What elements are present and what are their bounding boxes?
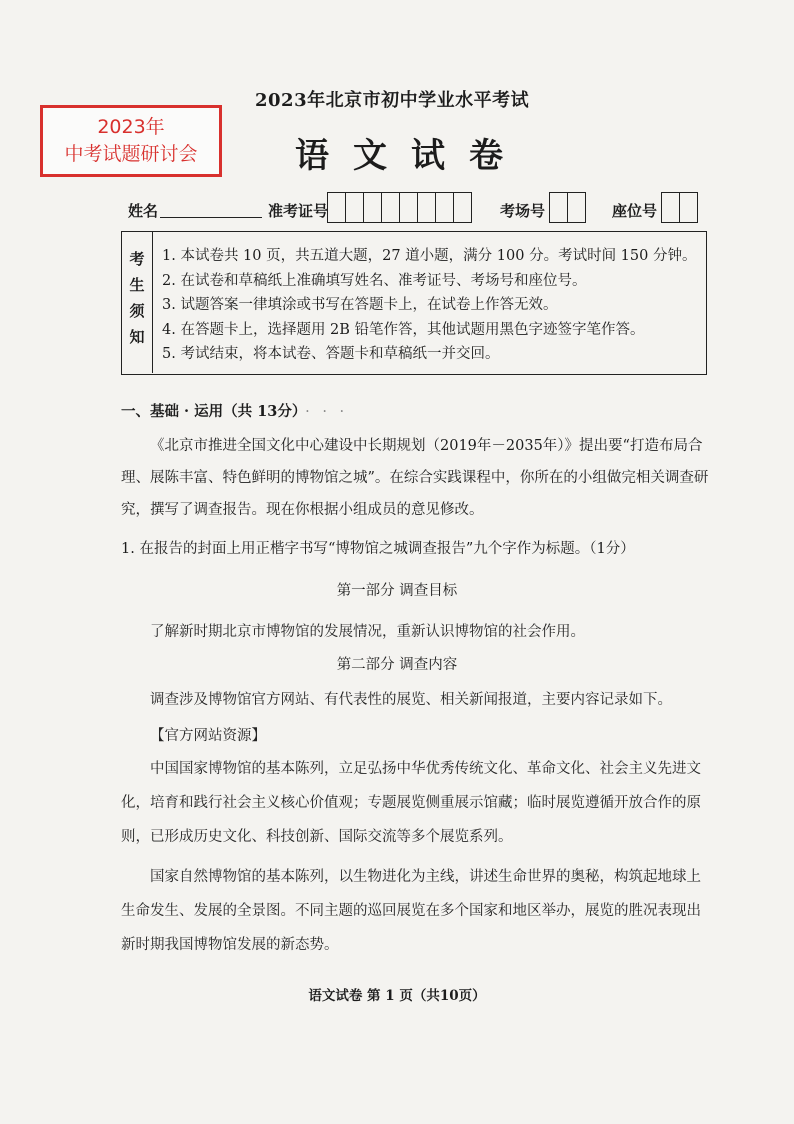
name-label: 姓名 <box>128 202 159 220</box>
museum-text-2: 国家自然博物馆的基本陈列，以生物进化为主线，讲述生命世界的奥秘，构筑起地球上生命发生、发展的全景图。不同主题的巡回展览在多个国家和地区举办，展览的胜况表现出新时期我国博物馆发展的新态势。 <box>121 869 701 953</box>
part1-heading: 第一部分 调查目标 <box>336 583 458 599</box>
notice-item: 4. 在答题卡上，选择题用 2B 铅笔作答，其他试题用黑色字迹签字笔作答。 <box>162 321 645 338</box>
stamp-year: 2023年 <box>97 116 165 138</box>
watermark-stamp <box>40 105 222 177</box>
museum-paragraph-2 <box>121 860 713 962</box>
exam-title: 2023年北京市初中学业水平考试 <box>255 90 530 111</box>
museum-paragraph-1 <box>121 752 713 854</box>
museum-text-1: 中国国家博物馆的基本陈列，立足弘扬中华优秀传统文化、革命文化、社会主义先进文化，培育和践行社会主义核心价值观；专题展览侧重展示馆藏；临时展览遵循开放合作的原则，已形成历史文化、科技创新、国际交流等多个展览系列。 <box>121 761 701 845</box>
intro-paragraph <box>121 430 711 526</box>
page-footer: 语文试卷 第 1 页（共10页） <box>308 988 486 1004</box>
question-1: 1. 在报告的封面上用正楷字书写“博物馆之城调查报告”九个字作为标题。（1分） <box>121 541 635 557</box>
side-char: 知 <box>129 328 145 346</box>
notice-items <box>162 244 697 367</box>
room-no-boxes[interactable] <box>549 192 585 223</box>
exam-no-label: 准考证号 <box>268 202 329 220</box>
part2-intro: 调查涉及博物馆官方网站、有代表性的展览、相关新闻报道，主要内容记录如下。 <box>150 692 672 708</box>
seat-no-boxes[interactable] <box>661 192 697 223</box>
side-char: 须 <box>129 302 145 320</box>
part2-heading: 第二部分 调查内容 <box>336 657 458 673</box>
notice-item: 5. 考试结束，将本试卷、答题卡和草稿纸一并交回。 <box>162 346 500 362</box>
stamp-label: 中考试题研讨会 <box>64 143 198 165</box>
section-dots: · · · <box>305 404 349 420</box>
section-heading <box>121 400 348 421</box>
exam-no-boxes[interactable] <box>327 192 471 223</box>
notice-item: 2. 在试卷和草稿纸上准确填写姓名、准考证号、考场号和座位号。 <box>162 272 587 289</box>
notice-side-label <box>122 232 153 373</box>
candidate-info-row <box>128 192 708 224</box>
side-char: 生 <box>129 276 145 294</box>
intro-text: 《北京市推进全国文化中心建设中长期规划（2019年－2035年）》提出要“打造布局合理、展陈丰富、特色鲜明的博物馆之城”。在综合实践课程中，你所在的小组做完相关调查研究，撰写了调查报告。现在你根据小组成员的意见修改。 <box>121 438 709 518</box>
seat-no-label: 座位号 <box>612 202 658 220</box>
room-no-label: 考场号 <box>500 202 546 220</box>
resource-label: 【官方网站资源】 <box>150 728 266 744</box>
subject-title: 语文试卷 <box>295 136 527 176</box>
name-field[interactable] <box>160 217 262 218</box>
section-title: 一、基础 · 运用（共 13分） <box>121 403 300 420</box>
candidate-notice-box <box>121 231 707 375</box>
part1-text: 了解新时期北京市博物馆的发展情况，重新认识博物馆的社会作用。 <box>150 624 585 640</box>
notice-item: 3. 试题答案一律填涂或书写在答题卡上，在试卷上作答无效。 <box>162 297 558 313</box>
side-char: 考 <box>129 250 145 268</box>
notice-item: 1. 本试卷共 10 页，共五道大题，27 道小题，满分 100 分。考试时间 150 分钟。 <box>162 248 697 264</box>
